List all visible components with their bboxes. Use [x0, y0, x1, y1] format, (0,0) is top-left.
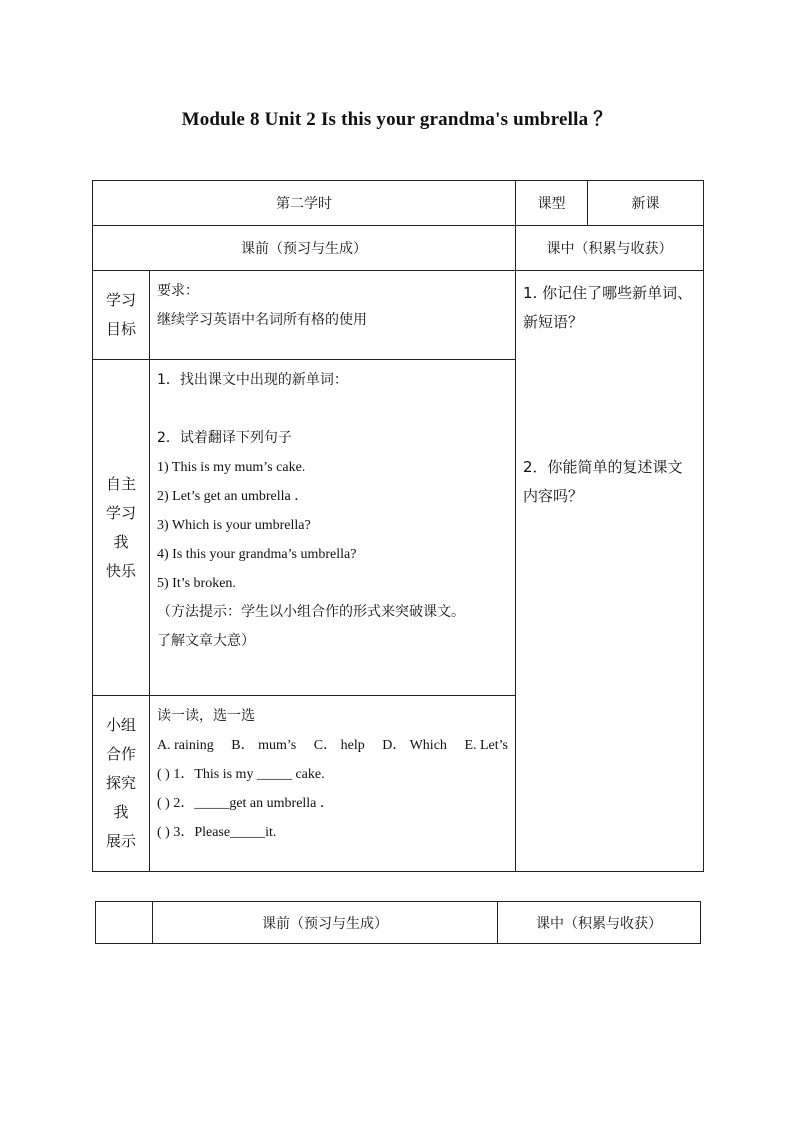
goal-requirement-text: 继续学习英语中名词所有格的使用 [157, 312, 367, 328]
option-item: C． help [313, 738, 365, 753]
goal-row [93, 271, 704, 360]
group-label: 小组 合作 探究 我 展示 [93, 696, 150, 872]
second-table [95, 901, 701, 944]
lesson-table [92, 180, 704, 872]
during-class-content: 1. 你记住了哪些新单词、 新短语？ 2．你能简单的复述课文 内容吗？ [516, 271, 704, 872]
self-study-content [150, 360, 516, 696]
during-class-header-2: 课中（积累与收获） [498, 902, 701, 944]
task-find-words: 1．找出课文中出现的新单词： [157, 372, 348, 388]
type-value-cell: 新课 [588, 181, 704, 226]
before-class-header-2: 课前（预习与生成） [153, 902, 498, 944]
option-item: A. raining [157, 738, 214, 753]
question-new-words: 1. 你记住了哪些新单词、 [523, 284, 693, 302]
goal-label: 学习 目标 [93, 271, 150, 360]
question-retell: 2．你能简单的复述课文 [523, 458, 683, 476]
exercise-heading: 读一读，选一选 [157, 708, 255, 724]
group-content [150, 696, 516, 872]
option-item: D． Which [382, 738, 447, 753]
question-item: ( ) 1．This is my _____ cake. [157, 767, 325, 782]
question-item: ( ) 2．_____get an umbrella ． [157, 796, 334, 811]
question-item: ( ) 3．Please_____it. [157, 825, 277, 840]
option-item: B． mum’s [231, 738, 297, 753]
goal-requirement-label: 要求： [157, 283, 199, 299]
empty-cell [96, 902, 153, 944]
task-translate: 2．试着翻译下列句子 [157, 430, 292, 446]
sentence-item: 4) Is this your grandma’s umbrella? [157, 547, 357, 562]
method-tip-cont: 了解文章大意） [157, 633, 255, 649]
sentence-item: 1) This is my mum’s cake. [157, 460, 306, 475]
before-class-header: 课前（预习与生成） [93, 226, 516, 271]
sentence-item: 2) Let’s get an umbrella ． [157, 489, 309, 504]
sentence-item: 3) Which is your umbrella? [157, 518, 311, 533]
sentence-item: 5) It’s broken. [157, 576, 236, 591]
method-tip: （方法提示：学生以小组合作的形式来突破课文。 [157, 604, 465, 620]
subheader-row [93, 226, 704, 271]
goal-content [150, 271, 516, 360]
option-item: E. Let’s [464, 738, 508, 753]
self-study-label: 自主 学习 我 快乐 [93, 360, 150, 696]
during-class-header: 课中（积累与收获） [516, 226, 704, 271]
header-row [93, 181, 704, 226]
lesson-cell: 第二学时 [93, 181, 516, 226]
option-list [157, 731, 508, 760]
page-title: Module 8 Unit 2 Is this your grandma's umbrella ？ [181, 109, 613, 130]
second-table-header-row [96, 902, 701, 944]
type-label-cell: 课型 [516, 181, 588, 226]
